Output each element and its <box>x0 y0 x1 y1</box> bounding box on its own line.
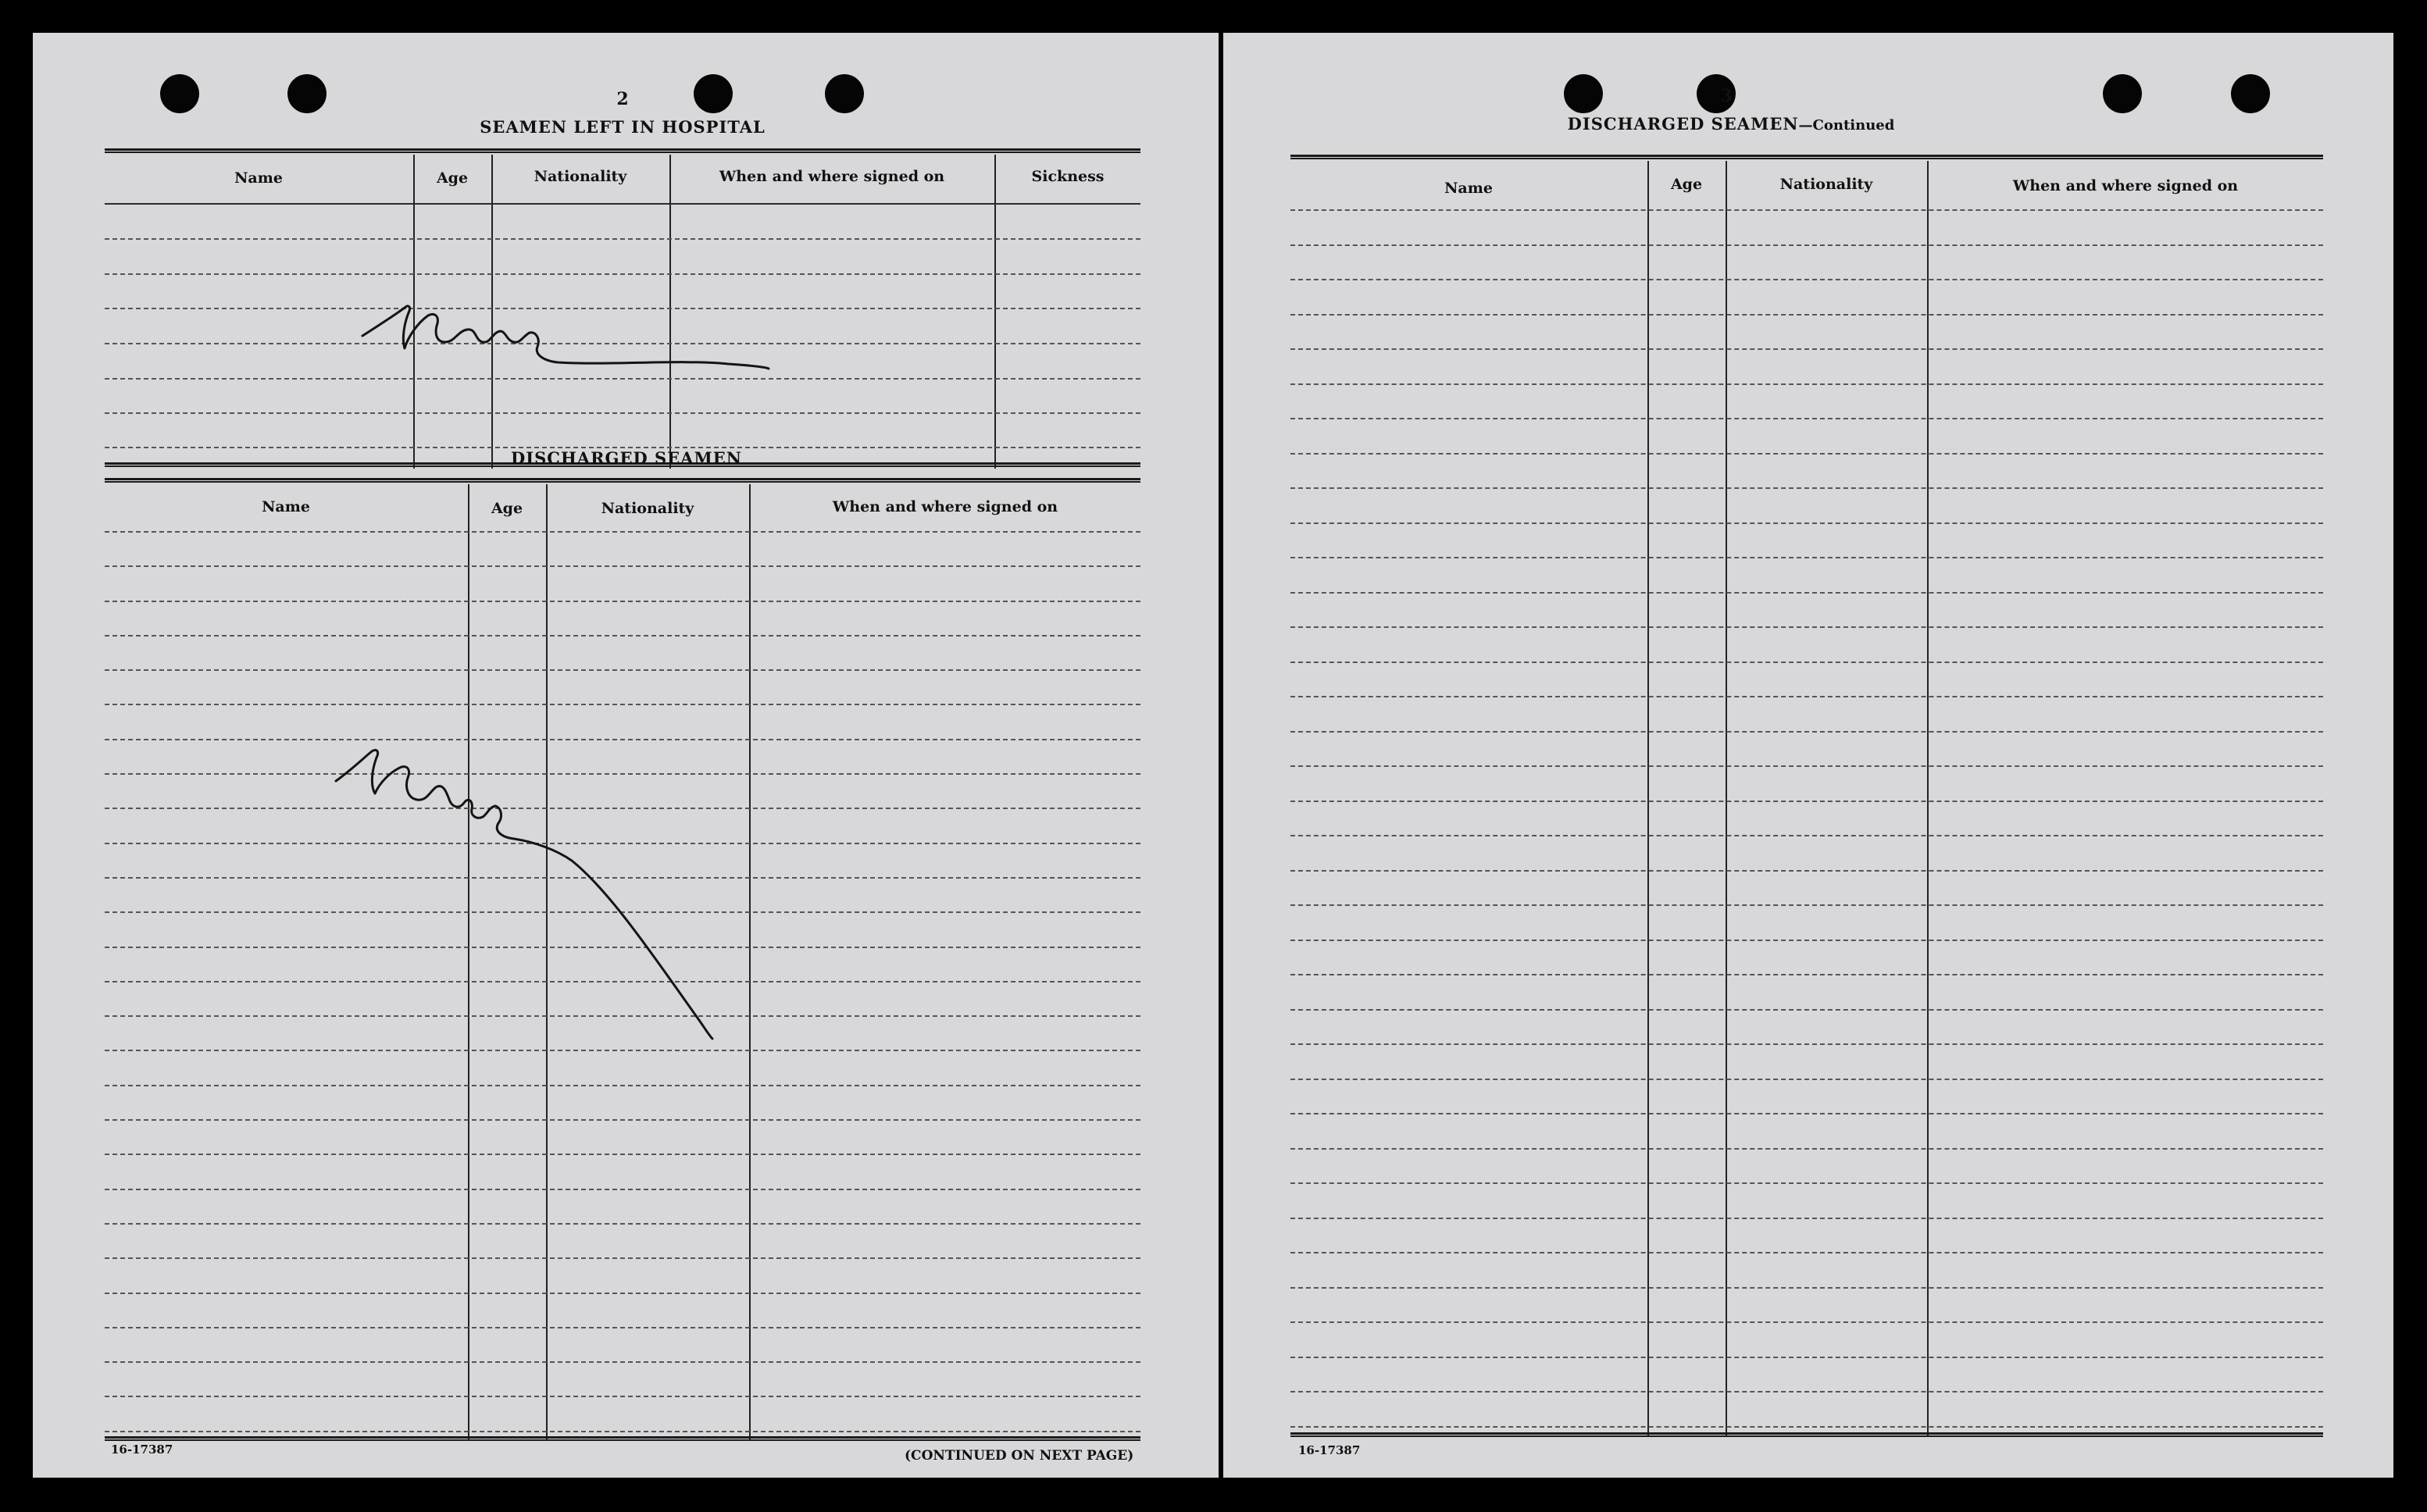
column-divider <box>1927 161 1929 1437</box>
row-rule <box>105 1257 1140 1259</box>
form-number: 16-17387 <box>111 1442 173 1457</box>
row-rule <box>1290 418 2323 419</box>
row-rule <box>1290 487 2323 489</box>
hospital-section-title: SEAMEN LEFT IN HOSPITAL <box>480 117 766 137</box>
column-divider <box>1647 161 1649 1437</box>
right-page <box>1223 33 2393 1478</box>
row-rule <box>1290 765 2323 767</box>
col-header-name: Name <box>234 169 283 187</box>
row-rule <box>1290 904 2323 906</box>
punch-hole <box>825 74 864 113</box>
column-divider <box>994 155 996 469</box>
row-rule <box>1290 209 2323 211</box>
row-rule <box>1290 696 2323 697</box>
col-header-age: Age <box>436 169 469 187</box>
title-suffix: —Continued <box>1798 117 1895 134</box>
row-rule <box>1290 1426 2323 1428</box>
punch-hole <box>2103 74 2142 113</box>
col-header-name: Name <box>1444 180 1493 197</box>
handwritten-none-discharged <box>330 704 845 1111</box>
row-rule <box>1290 348 2323 350</box>
row-rule <box>1290 592 2323 594</box>
column-divider <box>1726 161 1727 1437</box>
handwritten-none-hospital <box>353 267 837 408</box>
row-rule <box>1290 314 2323 316</box>
table-top-rule <box>105 478 1140 483</box>
col-header-age: Age <box>1670 176 1703 193</box>
row-rule <box>105 669 1140 671</box>
row-rule <box>1290 1043 2323 1045</box>
left-page <box>33 33 1219 1478</box>
row-rule <box>105 1223 1140 1225</box>
row-rule <box>105 1396 1140 1397</box>
row-rule <box>105 635 1140 637</box>
row-rule <box>105 1189 1140 1190</box>
header-bottom-rule <box>105 203 1140 205</box>
row-rule <box>105 1154 1140 1155</box>
row-rule <box>1290 1182 2323 1184</box>
punch-hole <box>287 74 327 113</box>
row-rule <box>1290 1148 2323 1150</box>
punch-hole <box>160 74 199 113</box>
row-rule <box>1290 244 2323 246</box>
row-rule <box>105 1119 1140 1121</box>
punch-hole <box>1564 74 1603 113</box>
row-rule <box>1290 835 2323 836</box>
row-rule <box>105 238 1140 240</box>
row-rule <box>1290 1391 2323 1393</box>
table-bottom-rule <box>1290 1432 2323 1437</box>
row-rule <box>1290 453 2323 455</box>
row-rule <box>1290 557 2323 558</box>
row-rule <box>105 531 1140 533</box>
discharged-continued-title <box>1551 114 1911 134</box>
row-rule <box>105 565 1140 567</box>
row-rule <box>105 1293 1140 1294</box>
row-rule <box>1290 1357 2323 1358</box>
row-rule <box>1290 974 2323 975</box>
row-rule <box>1290 870 2323 872</box>
col-header-when-where: When and where signed on <box>832 498 1058 515</box>
punch-hole <box>2231 74 2270 113</box>
row-rule <box>105 1431 1140 1432</box>
col-header-nationality: Nationality <box>1779 176 1873 193</box>
row-rule <box>1290 662 2323 663</box>
row-rule <box>1290 940 2323 941</box>
row-rule <box>1290 522 2323 524</box>
discharged-section-title-visible: DISCHARGED SEAMEN <box>511 448 742 468</box>
continued-note: (CONTINUED ON NEXT PAGE) <box>905 1448 1134 1464</box>
table-top-rule <box>1290 155 2323 159</box>
col-header-nationality: Nationality <box>534 168 627 185</box>
table-bottom-rule <box>105 1436 1140 1441</box>
col-header-sickness: Sickness <box>1031 168 1105 185</box>
row-rule <box>1290 1321 2323 1323</box>
col-header-when-where: When and where signed on <box>2012 177 2239 194</box>
row-rule <box>1290 801 2323 802</box>
col-header-when-where: When and where signed on <box>719 168 945 185</box>
col-header-name: Name <box>262 498 310 515</box>
row-rule <box>1290 1079 2323 1080</box>
form-number: 16-17387 <box>1298 1443 1361 1457</box>
punch-hole <box>694 74 733 113</box>
row-rule <box>1290 1252 2323 1253</box>
row-rule <box>105 412 1140 414</box>
row-rule <box>1290 1287 2323 1289</box>
row-rule <box>105 1361 1140 1363</box>
page-number: 2 <box>616 89 629 109</box>
table-top-rule <box>105 148 1140 153</box>
row-rule <box>105 1327 1140 1328</box>
row-rule <box>1290 383 2323 385</box>
title-main: DISCHARGED SEAMEN <box>1567 114 1799 134</box>
row-rule <box>1290 1009 2323 1011</box>
col-header-age: Age <box>491 500 523 517</box>
row-rule <box>105 601 1140 602</box>
page-number: 3 <box>1720 86 1733 106</box>
row-rule <box>1290 731 2323 733</box>
row-rule <box>1290 279 2323 280</box>
row-rule <box>1290 626 2323 628</box>
col-header-nationality: Nationality <box>601 500 694 517</box>
row-rule <box>1290 1113 2323 1114</box>
row-rule <box>1290 1218 2323 1219</box>
